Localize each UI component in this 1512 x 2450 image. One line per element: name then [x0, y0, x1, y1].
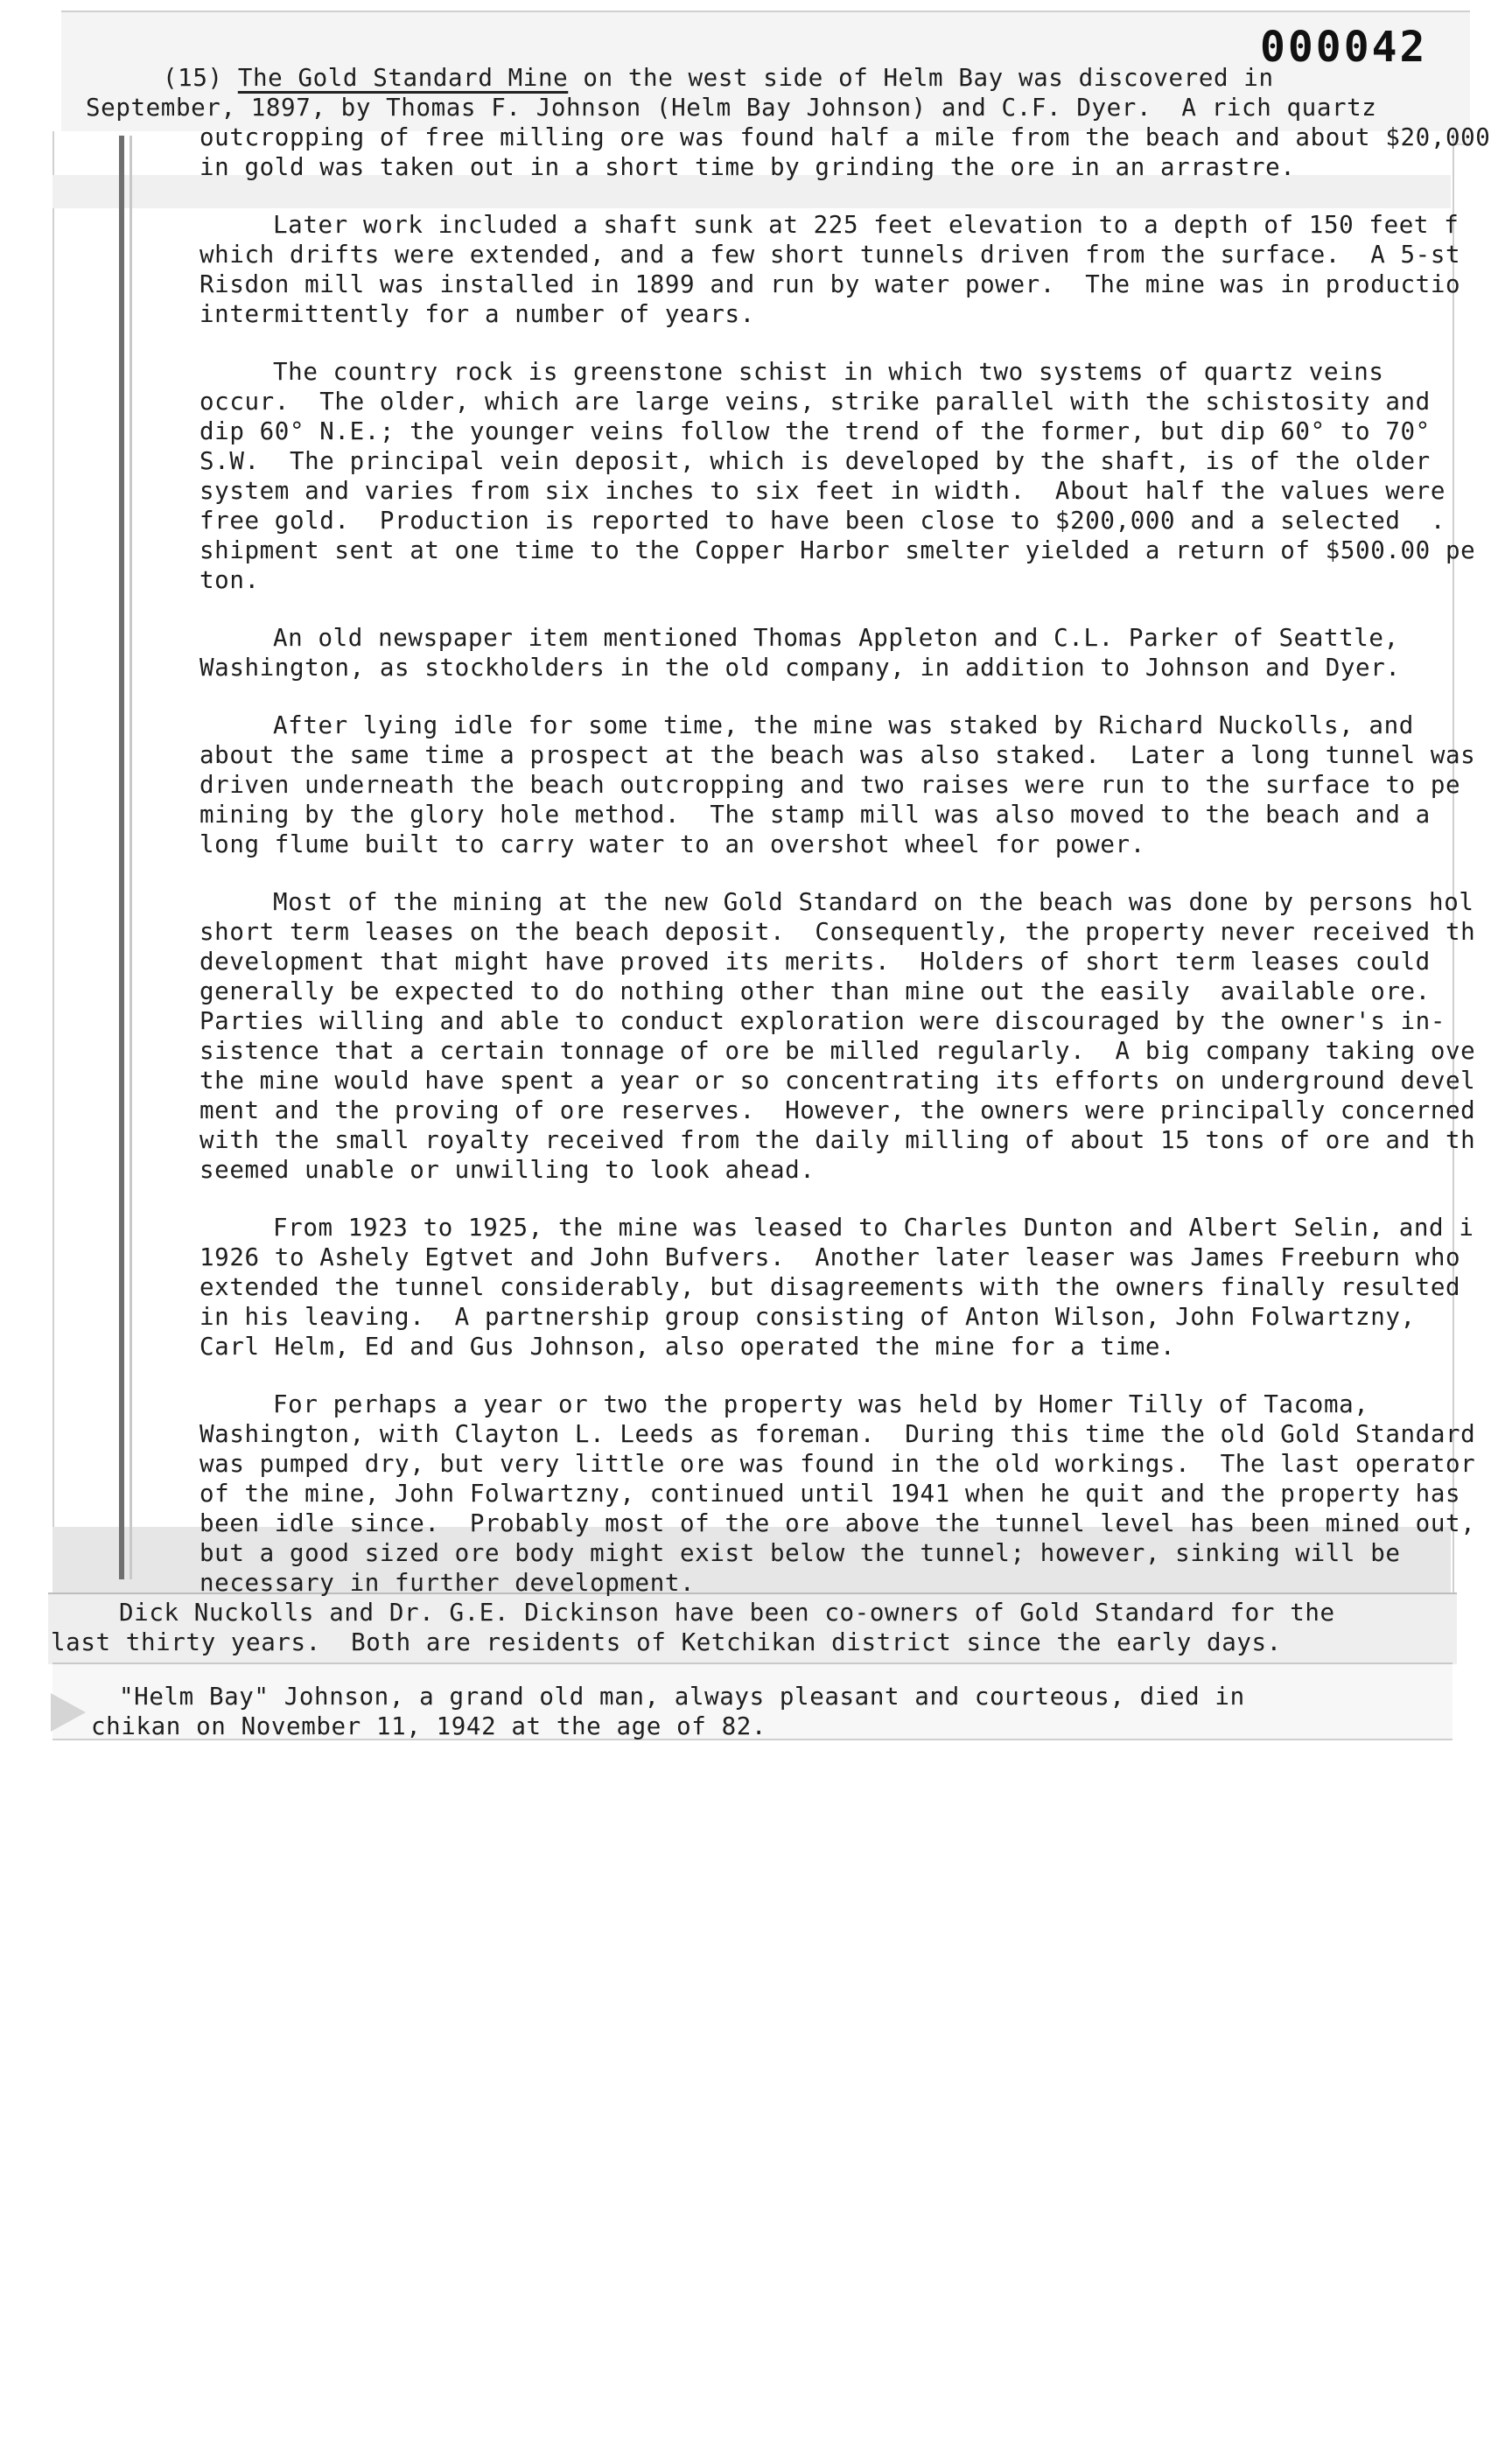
paragraph-8-line-1: For perhaps a year or two the property was held by Homer Tilly of Tacoma, [273, 1390, 1369, 1418]
paragraph-6-line-9: with the small royalty received from the daily milling of about 15 tons of ore and th [200, 1126, 1476, 1154]
paragraph-7-line-3: extended the tunnel considerably, but disagreements with the owners finally resulted [200, 1273, 1461, 1301]
paragraph-7-line-2: 1926 to Ashely Egtvet and John Bufvers. Another later leaser was James Freeburn who [200, 1243, 1461, 1271]
paragraph-4-line-1: An old newspaper item mentioned Thomas Appleton and C.L. Parker of Seattle, [273, 624, 1399, 652]
mine-title: The Gold Standard Mine [237, 64, 569, 92]
paragraph-3-line-2: occur. The older, which are large veins, strike parallel with the schistosity and [200, 388, 1431, 416]
paragraph-6-line-7: the mine would have spent a year or so concentrating its efforts on underground devel [200, 1067, 1476, 1095]
paragraph-2-line-1: Later work included a shaft sunk at 225 feet elevation to a depth of 150 feet f [273, 211, 1460, 239]
paragraph-6-line-1: Most of the mining at the new Gold Standard on the beach was done by persons hol [273, 888, 1474, 916]
paragraph-6-line-3: development that might have proved its merits. Holders of short term leases could [200, 948, 1431, 976]
sheet-main [52, 131, 1454, 1601]
paragraph-2-line-4: intermittently for a number of years. [200, 300, 755, 328]
paragraph-6-line-4: generally be expected to do nothing other than mine out the easily available ore. [200, 977, 1431, 1005]
paragraph-6-line-10: seemed unable or unwilling to look ahead. [200, 1156, 816, 1184]
document-number: 000042 [1260, 23, 1428, 72]
paragraph-7-line-1: From 1923 to 1925, the mine was leased to Charles Dunton and Albert Selin, and i [273, 1214, 1474, 1242]
paragraph-1-line-3: outcropping of free milling ore was found half a mile from the beach and about $20,000 [200, 123, 1491, 151]
paragraph-9-line-2: last thirty years. Both are residents of Ketchikan district since the early days. [51, 1628, 1282, 1656]
paragraph-8-line-6: but a good sized ore body might exist below the tunnel; however, sinking will be [200, 1539, 1401, 1567]
paragraph-3-line-4: S.W. The principal vein deposit, which is developed by the shaft, is of the older [200, 447, 1431, 475]
paragraph-8-line-5: been idle since. Probably most of the ore above the tunnel level has been mined out, [200, 1509, 1476, 1537]
paragraph-6-line-6: sistence that a certain tonnage of ore be milled regularly. A big company taking ove [200, 1037, 1476, 1065]
paragraph-3-line-1: The country rock is greenstone schist in which two systems of quartz veins [273, 358, 1384, 386]
folded-corner [51, 1693, 86, 1732]
paragraph-8-line-2: Washington, with Clayton L. Leeds as foreman. During this time the old Gold Standard [200, 1420, 1476, 1448]
paragraph-10-line-1: "Helm Bay" Johnson, a grand old man, always pleasant and courteous, died in [119, 1683, 1245, 1711]
paragraph-6-line-5: Parties willing and able to conduct exploration were discouraged by the owner's in- [200, 1007, 1446, 1035]
section-label: (15) [163, 64, 223, 92]
paragraph-3-line-5: system and varies from six inches to six feet in width. About half the values were [200, 477, 1446, 505]
paragraph-7-line-4: in his leaving. A partnership group consisting of Anton Wilson, John Folwartzny, [200, 1303, 1416, 1331]
paragraph-1-line-2: September, 1897, by Thomas F. Johnson (Helm Bay Johnson) and C.F. Dyer. A rich quartz [86, 94, 1377, 122]
paragraph-3-line-3: dip 60° N.E.; the younger veins follow the trend of the former, but dip 60° to 70° [200, 417, 1431, 445]
paragraph-3-line-8: ton. [200, 566, 260, 594]
paragraph-5-line-4: mining by the glory hole method. The stamp mill was also moved to the beach and a [200, 801, 1431, 829]
paragraph-3-line-7: shipment sent at one time to the Copper Harbor smelter yielded a return of $500.00 pe [200, 536, 1476, 564]
paragraph-6-line-2: short term leases on the beach deposit. Consequently, the property never received th [200, 918, 1476, 946]
paragraph-1-line-4: in gold was taken out in a short time by grinding the ore in an arrastre. [200, 153, 1296, 181]
paragraph-8-line-3: was pumped dry, but very little ore was found in the old workings. The last operator [200, 1450, 1476, 1478]
paragraph-10-line-2: chikan on November 11, 1942 at the age of 82. [91, 1712, 767, 1740]
paragraph-8-line-7: necessary in further development. [200, 1569, 696, 1597]
paragraph-5-line-2: about the same time a prospect at the beach was also staked. Later a long tunnel was [200, 741, 1476, 769]
paragraph-5-line-1: After lying idle for some time, the mine was staked by Richard Nuckolls, and [273, 711, 1414, 739]
paragraph-6-line-8: ment and the proving of ore reserves. However, the owners were principally concerned [200, 1096, 1476, 1124]
paragraph-1-line-1: (15) The Gold Standard Mine on the west side of Helm Bay was discovered in [163, 64, 1274, 92]
paragraph-2-line-3: Risdon mill was installed in 1899 and run by water power. The mine was in productio [200, 270, 1461, 298]
paragraph-2-line-2: which drifts were extended, and a few short tunnels driven from the surface. A 5-st [200, 241, 1461, 269]
paragraph-5-line-5: long flume built to carry water to an overshot wheel for power. [200, 830, 1145, 858]
paragraph-9-line-1: Dick Nuckolls and Dr. G.E. Dickinson have been co-owners of Gold Standard for the [119, 1599, 1335, 1627]
paragraph-5-line-3: driven underneath the beach outcropping and two raises were run to the surface to pe [200, 771, 1461, 799]
paragraph-8-line-4: of the mine, John Folwartzny, continued until 1941 when he quit and the property has [200, 1480, 1461, 1508]
sheet-edge-shadow [130, 136, 132, 1579]
paragraph-3-line-6: free gold. Production is reported to have been close to $200,000 and a selected . [200, 507, 1446, 535]
paragraph-7-line-5: Carl Helm, Ed and Gus Johnson, also operated the mine for a time. [200, 1333, 1176, 1361]
paragraph-4-line-2: Washington, as stockholders in the old company, in addition to Johnson and Dyer. [200, 654, 1401, 682]
sheet-edge-line [119, 136, 124, 1579]
